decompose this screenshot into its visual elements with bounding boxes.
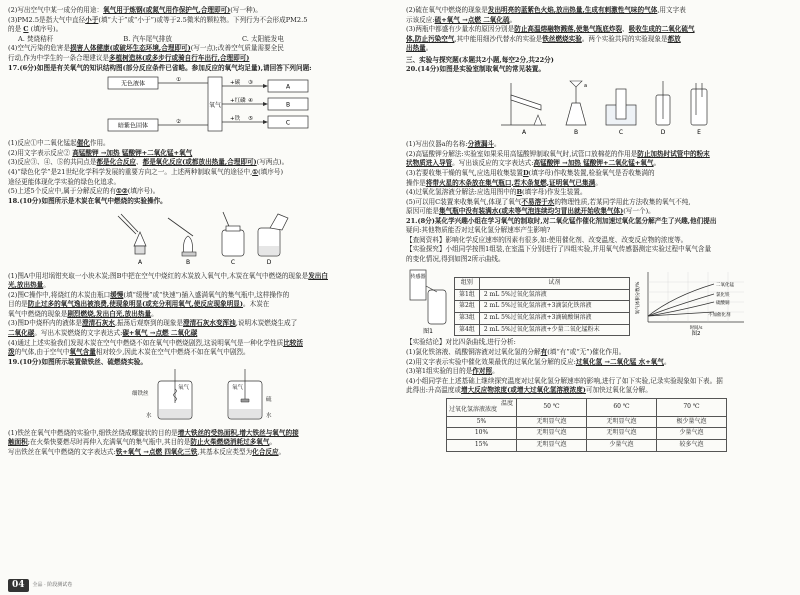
- text: 的物理性质,若某同学用此方法收集的氧气不纯,: [554, 197, 691, 206]
- text-line: [406, 179, 792, 189]
- figure-label-a: A: [137, 259, 143, 267]
- label-r3: ③: [248, 79, 253, 86]
- text: 的是: [8, 25, 22, 34]
- answer: 剧烈燃烧,发出白光,放出热量: [67, 309, 152, 318]
- text: (填序号)。: [30, 25, 63, 34]
- cell: 2 mL 5%过氧化氢溶液+少量二氧化锰粉末: [479, 324, 629, 336]
- text-line: [8, 139, 393, 149]
- text: (填序号): [258, 168, 284, 177]
- table-row: [455, 313, 630, 325]
- label-r1: ①: [176, 76, 181, 83]
- figure-a: [118, 214, 146, 254]
- text-line: [8, 44, 393, 54]
- label-carbon: +碳: [230, 79, 241, 86]
- text-line: [8, 6, 393, 16]
- text: (3)反应③、④、⑤的共同点是: [8, 158, 97, 167]
- answer: C: [23, 25, 29, 34]
- text: (填字母)作发生装置。: [522, 188, 587, 197]
- answer: ①: [252, 168, 259, 177]
- text: (1)反应①中二氧化锰起: [8, 139, 77, 148]
- apparatus-c: [606, 89, 636, 125]
- text-line: 的变化情况,得到如图2所示曲线。: [406, 254, 505, 263]
- answer: B: [516, 188, 523, 197]
- label-solid: 暗紫色固体: [117, 122, 149, 130]
- text: 示该反应:: [406, 15, 435, 24]
- text: (2)硫在氧气中燃烧的现象是: [406, 6, 488, 14]
- text: (3)若要收集干燥的氧气,应选用收集装置: [406, 169, 523, 178]
- knowledge-diagram: [8, 74, 393, 136]
- series-label: 氯化铁: [715, 293, 730, 299]
- answer: 集气瓶中没有装满水(或未等气泡连续均匀冒出就开始收集气体): [438, 207, 624, 216]
- left-column: [8, 6, 393, 457]
- sensor-label: 传感器: [410, 274, 426, 281]
- question-title: 21.(8分)某化学兴趣小组在学习氧气的制取时,对二氧化锰作催化剂加速过氧化氢分解产生了兴趣,他们提出: [406, 216, 717, 225]
- text-line: [406, 169, 792, 179]
- text: (2)用文字表示实验中催化效果最优的过氧化氢分解的反应:: [406, 357, 576, 366]
- text-line: [8, 429, 393, 439]
- text-line: 疑问:其他物质能否对过氧化氢分解速率产生影响?: [406, 226, 551, 235]
- answer: 催化: [76, 139, 90, 148]
- figure-2-graph: [634, 266, 754, 336]
- label-oxygen-a: 氧气: [178, 385, 190, 392]
- text: 。: [425, 44, 433, 53]
- figure-1-apparatus: [406, 266, 450, 336]
- question-18: [8, 197, 393, 207]
- text: (写两点)。: [256, 158, 289, 167]
- text: (写一点);改善空气质量需要全民: [190, 44, 284, 53]
- text: 。: [278, 447, 286, 456]
- answer: 光,放出热量: [8, 281, 44, 290]
- figure-c: [222, 212, 244, 256]
- question-title: 18.(10分)如图所示是木炭在氧气中燃烧的实验操作。: [8, 196, 167, 205]
- text: (4)过氧化氢溶液分解法:应选用图中的: [406, 188, 517, 197]
- text-line: [8, 339, 393, 349]
- question-20: [406, 65, 792, 75]
- answer: D: [522, 169, 529, 178]
- text: 。: [653, 159, 661, 168]
- figure-1-label: 图1: [423, 328, 433, 336]
- text-line: [8, 329, 393, 339]
- text-line: [406, 386, 792, 396]
- text-line: 【查阅资料】影响化学反应速率的因素有很多,如:使用催化剂、改变温度、改变反应物的浓度等。: [406, 235, 688, 244]
- text: (3)图D中烧杯内的液体是: [8, 319, 82, 328]
- text: (填“大于”或“小于”)或等于2.5微米的颗粒物。下列行为不会形成PM2.5: [98, 15, 308, 24]
- series-label: 硫酸铜: [715, 301, 730, 307]
- answer: 都是氧化反应(或都放出热量,合理即可): [142, 158, 257, 167]
- answer: 触面积: [8, 438, 28, 447]
- label-water-a: 水: [146, 413, 152, 420]
- text: 作用。: [89, 139, 110, 148]
- text: (3)第1组实验的目的是: [406, 367, 473, 376]
- text: 。写出木炭燃烧的文字表达式:: [34, 329, 123, 338]
- charcoal-experiment-figure: [8, 206, 393, 268]
- apparatus-e: [691, 83, 707, 125]
- cell: 无明显气泡: [587, 416, 657, 428]
- cell: 较多气泡: [657, 440, 727, 452]
- text: (1)写出仪器a的名称:: [406, 140, 468, 149]
- cell: 2 mL 5%过氧化氢溶液+3滴硫酸铜溶液: [479, 313, 629, 325]
- question-21: [406, 217, 792, 227]
- answer: 损害人体健康(或破坏生态环境,合理即可): [70, 44, 191, 53]
- text: (填“缓慢”或“快速”)插入盛满氧气的集气瓶中,这样操作的: [123, 290, 290, 299]
- text: (5)可以用C装置来收集氧气,体现了氧气: [406, 197, 522, 206]
- text: 。: [151, 309, 158, 318]
- answer: 高锰酸钾 →加热 锰酸钾+二氧化锰+氧气: [533, 159, 654, 168]
- page-footer: [8, 579, 72, 592]
- text: 。木炭在: [243, 300, 270, 309]
- text: 的气体,由于空气中: [14, 348, 70, 357]
- figure-label-b: B: [185, 259, 191, 267]
- cell: 5%: [447, 416, 517, 428]
- option-a: A. 焚烧秸秆: [18, 34, 54, 43]
- text: 相对较少,因此木炭在空气中燃烧不如在氧气中剧烈。: [95, 348, 250, 357]
- option-b: B. 汽车尾气排放: [123, 34, 172, 43]
- right-column: [406, 6, 792, 452]
- text-line: [8, 187, 393, 197]
- sulfur-bottle: [228, 369, 262, 419]
- reagent-table: [454, 277, 630, 336]
- text-line: [406, 35, 792, 45]
- text: 。写出该反应的文字表达式:: [452, 159, 534, 168]
- text: 原因可能是: [406, 207, 439, 216]
- answer: 硫+氧气 →点燃 二氧化硫: [434, 15, 510, 24]
- apparatus-figure: [406, 75, 792, 137]
- label-a: A: [285, 83, 291, 91]
- apparatus-d: [656, 81, 670, 125]
- cell: 无明显气泡: [517, 428, 587, 440]
- column-header: 组别: [455, 278, 480, 290]
- answer: 小于: [85, 15, 99, 24]
- cell: 无明显气泡: [517, 440, 587, 452]
- label-iron-wire: 细铁丝: [132, 391, 149, 398]
- answer: 都是化合反应: [96, 158, 137, 167]
- corner-top: 温度: [500, 399, 513, 407]
- branch: [222, 84, 268, 124]
- answer: 铁丝燃烧实验: [542, 34, 582, 43]
- text-line: [8, 149, 393, 159]
- text-line: 【实验探究】小组同学按图1组装,在室温下分别进行了四组实验,并用氧气传感器测定实验过程中氧气含量: [406, 245, 712, 254]
- question-title: 20.(14分)如图是实验室制取氧气的常见装置。: [406, 65, 545, 74]
- cell: 第4组: [455, 324, 480, 336]
- page-number: 04: [8, 579, 29, 592]
- text: 、: [622, 25, 629, 34]
- text: (填“有”或“无”)催化作用。: [547, 348, 626, 357]
- text: ,其基本反应类型为: [197, 447, 253, 456]
- text-line: [8, 54, 393, 64]
- text: (3)PM2.5是指大气中直径: [8, 15, 86, 24]
- label-phosphorus: +红磷: [230, 97, 246, 104]
- figure-2-label: 图2: [691, 331, 701, 337]
- answer: 氧气用于炼钢(或氮气用作保护气,合理即可): [103, 6, 231, 14]
- text: 氧气中燃烧的现象是: [8, 309, 68, 318]
- text-line: [406, 198, 792, 208]
- figure-d: [258, 214, 288, 256]
- options-row: [8, 35, 393, 45]
- text-line: [8, 300, 393, 310]
- answer: 比较活: [283, 338, 303, 347]
- column-header: 50 ℃: [517, 398, 587, 416]
- curve-mno2: [648, 284, 714, 316]
- text-line: [406, 16, 792, 26]
- text-line: [8, 448, 393, 458]
- column-header: 试剂: [479, 278, 629, 290]
- cell: 第2组: [455, 301, 480, 313]
- text-line: [8, 158, 393, 168]
- text: 写出铁丝在氧气中燃烧的文字表达式:: [8, 447, 116, 456]
- question-title: 17.(6分)如图是有关氧气的知识结构图(部分反应条件已省略。参加反应的氧气均足量),请回答下列问题:: [8, 64, 312, 73]
- text: (3)两瓶中都盛有少量水的原因分别是: [406, 25, 515, 34]
- answer: 化合反应: [252, 447, 279, 456]
- answer: 有: [540, 348, 548, 357]
- cell: 2 mL 5%过氧化氢溶液+3滴氯化铁溶液: [479, 301, 629, 313]
- question-title: 19.(10分)如图所示装置做铁丝、硫燃烧实验。: [8, 357, 147, 366]
- text: 目的是: [8, 300, 28, 309]
- figure-label-c: C: [230, 259, 236, 267]
- label-b: B: [285, 101, 291, 109]
- text: ,其中能用细沙代替水的实验是: [454, 34, 543, 43]
- answer: 将带火星的木条放在集气瓶口,若木条复燃,证明氧气已集满: [425, 178, 596, 187]
- cell: 少量气泡: [657, 428, 727, 440]
- text-line: [406, 44, 792, 54]
- text-line: [8, 281, 393, 291]
- text: 。: [269, 438, 277, 447]
- cell: 第3组: [455, 313, 480, 325]
- text: (4)空气污染的危害是: [8, 44, 71, 53]
- label-iron: +铁: [230, 115, 241, 122]
- text: 。: [663, 357, 671, 366]
- label-sulfur: 硫: [266, 397, 272, 404]
- answer: 增大反应物浓度(或增大过氧化氢溶液浓度): [460, 386, 586, 395]
- text-line: [8, 310, 393, 320]
- table-row: [447, 428, 727, 440]
- answer: ①②: [115, 187, 128, 196]
- text: 操作是: [406, 178, 426, 187]
- label-oxygen: 氧气: [208, 101, 222, 109]
- table-header-row: [455, 278, 630, 290]
- answer: 发出白: [308, 271, 328, 280]
- answer: 防止火柴燃烧消耗过多氧气: [190, 438, 270, 447]
- table-row: [455, 324, 630, 336]
- text-line: [8, 319, 393, 329]
- text: 此得出:升高温度或: [406, 386, 461, 395]
- answer: 过氧化氢 →二氧化锰 水+氧气: [575, 357, 664, 366]
- answer: 状物质进入导管: [406, 159, 453, 168]
- cell: 15%: [447, 440, 517, 452]
- answer: 防止加热时试管中的粉末: [637, 149, 710, 158]
- answer: 泼: [8, 348, 15, 357]
- table-row: [447, 440, 727, 452]
- text-line: [406, 358, 792, 368]
- figure-label-b: B: [573, 128, 579, 136]
- text: (写一个)。: [623, 207, 655, 216]
- question-17: [8, 64, 393, 74]
- table-row: [447, 416, 727, 428]
- answer: 缓慢: [110, 290, 124, 299]
- text: (填字母)作收集装置,检验氧气是否收集满的: [528, 169, 655, 178]
- label-r4: ④: [248, 97, 253, 104]
- text-line: [406, 25, 792, 35]
- answer: 防止过多的氧气逸出被浪费,使现象明显(或充分利用氧气,使反应现象明显): [27, 300, 244, 309]
- text-line: 【实验结论】对比四条曲线,进行分析:: [406, 338, 516, 347]
- apparatus-b: [566, 81, 587, 125]
- text: (4)通过上述实验我们发现木炭在空气中燃烧不如在氧气中燃烧剧烈,这说明氧气是一种化学性质: [8, 338, 284, 347]
- apparatus-a: [501, 83, 546, 125]
- label-r2: ②: [176, 118, 181, 125]
- text-line: [406, 150, 792, 160]
- answer: 作对照: [472, 367, 493, 376]
- text: 。两个实验共同的实验现象是: [581, 34, 668, 43]
- figure-label-e: E: [697, 128, 701, 136]
- series-label: 二氧化锰: [715, 283, 734, 289]
- answer: 出热量: [406, 44, 426, 53]
- answer: 发出明亮的蓝紫色火焰,放出热量,生成有刺激性气味的气体: [487, 6, 658, 14]
- answer: 澄清石灰水变浑浊: [183, 319, 236, 328]
- experiment-figures: [406, 266, 792, 336]
- text: (4)“绿色化学”是21世纪化学科学发展的重要方向之一。上述两种制取氧气的途径中,: [8, 168, 253, 177]
- label-oxygen-b: 氧气: [232, 385, 244, 392]
- text: (1)图A中用坩埚钳夹取一小块木炭;图B中把在空气中烧红的木炭放入氧气中,木炭在氧气中燃烧的现象是: [8, 271, 309, 280]
- text-line: [406, 348, 792, 358]
- text: 途径更能体现化学实验的绿色化追求。: [8, 177, 121, 186]
- figure-label-c: C: [618, 128, 624, 136]
- figure-b: [168, 218, 196, 256]
- table-header-row: [447, 398, 727, 416]
- text-line: [406, 140, 792, 150]
- y-axis-label: 氧气体积分数/%: [635, 282, 641, 315]
- text-line: (4)小组同学在上述基础上继续探究温度对过氧化氢分解速率的影响,进行了如下实验,记录实验现象如下表。据: [406, 376, 723, 385]
- answer: 体,防止污染空气: [406, 34, 455, 43]
- text: 行动,作为中学生的一条合理建议是: [8, 53, 110, 62]
- label-a-instrument: a: [584, 82, 588, 89]
- answer: 吸收生成的二氧化硫气: [628, 25, 695, 34]
- text: (填序号)。: [127, 187, 160, 196]
- answer: 分液漏斗: [467, 140, 495, 149]
- text: 。: [494, 140, 501, 149]
- combustion-figure: [8, 367, 393, 425]
- answer: 高锰酸钾 →加热 锰酸钾+二氧化锰+氧气: [72, 148, 193, 157]
- cell: 第1组: [455, 289, 480, 301]
- text: ;在火柴快要燃尽时再伸入充满氧气的集气瓶中,其目的是: [27, 438, 191, 447]
- column-header: 60 ℃: [587, 398, 657, 416]
- cell: 无明显气泡: [517, 416, 587, 428]
- answer: 都放: [667, 34, 681, 43]
- cell: 少量气泡: [587, 440, 657, 452]
- text-line: [406, 367, 792, 377]
- text-line: [406, 188, 792, 198]
- label-liquid: 无色液体: [120, 80, 146, 88]
- text: 。: [509, 15, 517, 24]
- question-19: [8, 358, 393, 368]
- answer: 铁+氧气 →点燃 四氧化三铁: [115, 447, 198, 456]
- text-line: [406, 159, 792, 169]
- cell: 10%: [447, 428, 517, 440]
- iron-bottle: [158, 369, 192, 419]
- figure-label-a: A: [521, 128, 527, 136]
- corner-bottom: 过氧化氢溶液浓度: [449, 406, 498, 414]
- brand-label: 全品 · 阶段测试卷: [32, 581, 73, 588]
- x-axis-label: 时间/s: [689, 326, 703, 332]
- answer: 澄清石灰水: [81, 319, 115, 328]
- text: (2)用文字表示反应②: [8, 148, 71, 157]
- section-heading: 三、实验与探究题(本题共2小题,每空2分,共22分): [406, 55, 554, 64]
- label-r5: ⑤: [248, 115, 253, 122]
- temperature-table: [446, 398, 727, 452]
- text: (5)上述5个反应中,属于分解反应的有: [8, 187, 116, 196]
- text-line: [8, 272, 393, 282]
- series-label: 不加催化剂: [707, 313, 731, 319]
- text: (写一种)。: [230, 6, 262, 14]
- text-line: [8, 25, 393, 35]
- text-line: [8, 16, 393, 26]
- text-line: [406, 207, 792, 217]
- answer: 碳+氧气 →点燃 二氧化碳: [122, 329, 198, 338]
- text: ,用文字表: [657, 6, 686, 14]
- text: ,说明木炭燃烧生成了: [235, 319, 298, 328]
- answer: 多植树造林(或多步行或骑自行车出行,合理即可): [109, 53, 250, 62]
- answer: 氧气含量: [69, 348, 96, 357]
- table-row: [455, 301, 630, 313]
- text: (2)高锰酸钾分解法:实验室如果采用高锰酸钾制取氧气时,试管口放棉花的作用是: [406, 149, 638, 158]
- text-line: [8, 348, 393, 358]
- table-row: [455, 289, 630, 301]
- text: 。: [595, 178, 602, 187]
- answer: 增大铁丝的受热面积,增大铁丝与氧气的接: [177, 428, 299, 437]
- option-c: C. 太阳能发电: [241, 34, 284, 43]
- text-line: [8, 168, 393, 178]
- figure-label-d: D: [266, 259, 272, 267]
- text: (2)写出空气中某一成分的用途：: [8, 6, 104, 14]
- column-header: 70 ℃: [657, 398, 727, 416]
- text: 、: [136, 158, 143, 167]
- answer: 二氧化碳: [8, 329, 35, 338]
- corner-cell: [447, 398, 517, 416]
- answer: 不易溶于水: [521, 197, 555, 206]
- label-water-b: 水: [266, 413, 272, 420]
- figure-label-d: D: [660, 128, 666, 136]
- text: (1)铁丝在氧气中燃烧的实验中,细铁丝绕成螺旋状的目的是: [8, 428, 178, 437]
- cell: 极少量气泡: [657, 416, 727, 428]
- text: (2)图C操作中,将烧红的木炭由瓶口: [8, 290, 111, 299]
- text-line: [406, 6, 792, 16]
- cell: 无明显气泡: [587, 428, 657, 440]
- text: ,振荡后观察到的现象是: [114, 319, 183, 328]
- cell: 2 mL 5%过氧化氢溶液: [479, 289, 629, 301]
- text: 可加快过氧化氢分解。: [585, 386, 652, 395]
- text-line: [8, 438, 393, 448]
- text: 。: [43, 281, 50, 290]
- text: (1)氯化铁溶液、硫酸铜溶液对过氧化氢的分解: [406, 348, 541, 357]
- label-c: C: [285, 119, 291, 127]
- text-line: [8, 291, 393, 301]
- text-line: [8, 178, 393, 188]
- text: 。: [492, 367, 499, 376]
- answer: 防止高温熔融物溅落,使集气瓶底炸裂: [514, 25, 623, 34]
